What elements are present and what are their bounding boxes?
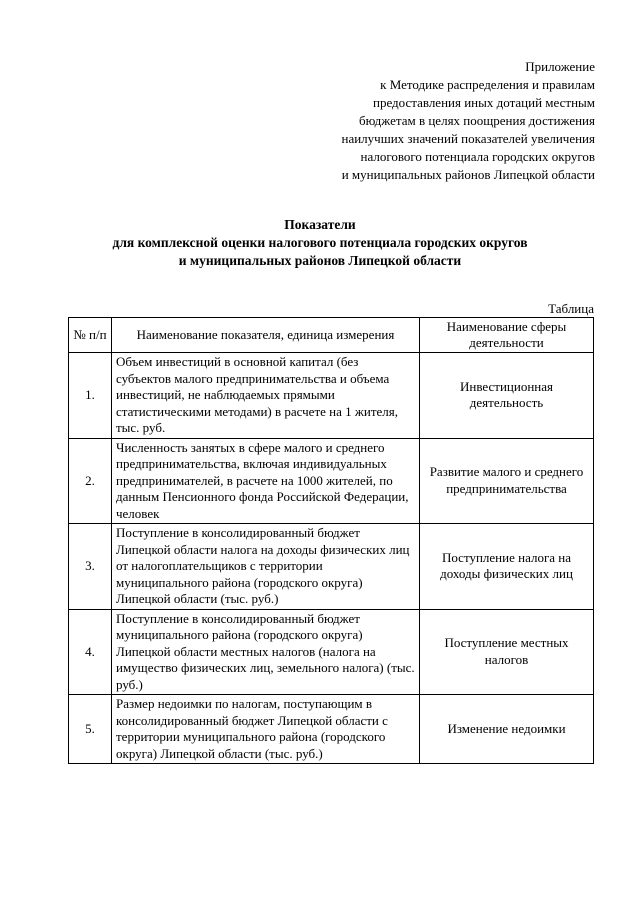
title-line-3: и муниципальных районов Липецкой области — [178, 253, 462, 268]
row-sphere: Развитие малого и среднего предпринимательства — [420, 438, 594, 524]
row-num: 4. — [69, 609, 112, 695]
title-line-2: для комплексной оценки налогового потенциала городских округов — [112, 235, 528, 250]
row-sphere: Инвестиционная деятельность — [420, 353, 594, 439]
row-indicator-name: Поступление в консолидированный бюджет муниципального района (городского округа) Липецкой области местных налогов (налога на имущество физических лиц, земельного налога) (тыс. руб.) — [112, 609, 420, 695]
table-row — [69, 695, 594, 764]
row-sphere: Поступление местных налогов — [420, 609, 594, 695]
row-num: 3. — [69, 524, 112, 610]
header-num: № п/п — [69, 318, 112, 353]
appendix-line: бюджетам в целях поощрения достижения — [359, 113, 595, 128]
table-row — [69, 353, 594, 439]
table-row — [69, 524, 594, 610]
row-indicator-name: Поступление в консолидированный бюджет Липецкой области налога на доходы физических лиц от налогоплательщиков с территории муниципального района (городского округа) Липецкой области (тыс. руб.) — [112, 524, 420, 610]
indicators-table — [68, 317, 594, 764]
appendix-header — [341, 58, 595, 184]
appendix-line: и муниципальных районов Липецкой области — [341, 167, 595, 182]
row-indicator-name: Объем инвестиций в основной капитал (без субъектов малого предпринимательства и объема инвестиций, не наблюдаемых прямыми статистическими методами) в расчете на 1 жителя, тыс. руб. — [112, 353, 420, 439]
row-num: 5. — [69, 695, 112, 764]
table-header-row — [69, 318, 594, 353]
row-sphere: Изменение недоимки — [420, 695, 594, 764]
row-indicator-name: Размер недоимки по налогам, поступающим в консолидированный бюджет Липецкой области с территории муниципального района (городского округа) Липецкой области (тыс. руб.) — [112, 695, 420, 764]
row-indicator-name: Численность занятых в сфере малого и среднего предпринимательства, включая индивидуальных предпринимателей, в расчете на 1000 жителей, по данным Пенсионного фонда Российской Федерации, человек — [112, 438, 420, 524]
row-num: 2. — [69, 438, 112, 524]
header-sphere: Наименование сферы деятельности — [420, 318, 594, 353]
row-num: 1. — [69, 353, 112, 439]
title-line-1: Показатели — [284, 217, 356, 232]
table-row — [69, 609, 594, 695]
header-name: Наименование показателя, единица измерения — [112, 318, 420, 353]
table-row — [69, 438, 594, 524]
appendix-line: Приложение — [525, 59, 595, 74]
appendix-line: предоставления иных дотаций местным — [372, 95, 595, 110]
appendix-line: к Методике распределения и правилам — [380, 77, 595, 92]
appendix-line: наилучших значений показателей увеличения — [341, 131, 595, 146]
document-title — [0, 216, 640, 270]
table-caption: Таблица — [548, 301, 594, 316]
row-sphere: Поступление налога на доходы физических лиц — [420, 524, 594, 610]
appendix-line: налогового потенциала городских округов — [360, 149, 595, 164]
